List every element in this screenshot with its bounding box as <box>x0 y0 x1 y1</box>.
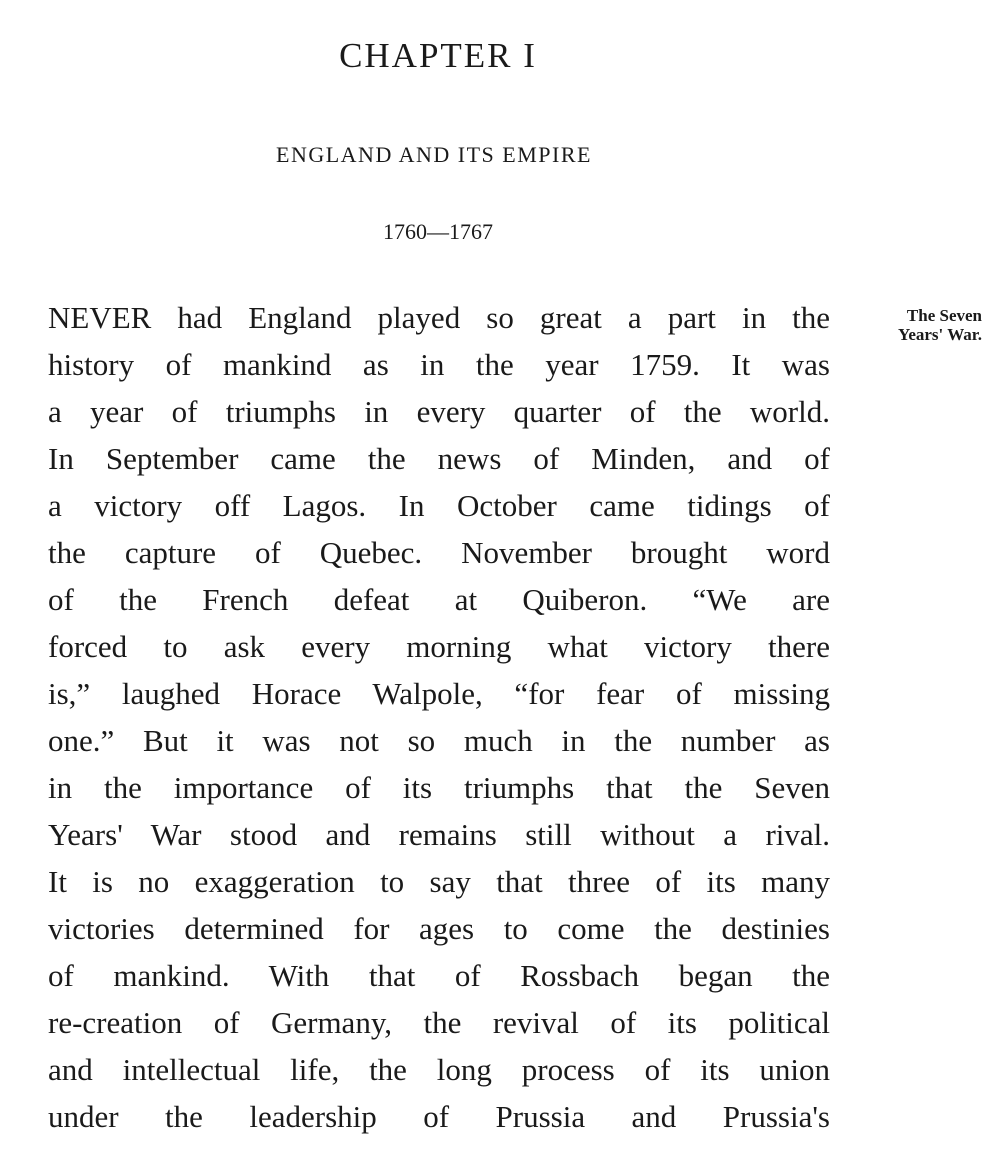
body-line: NEVER had England played so great a part in the <box>48 300 830 335</box>
body-paragraph <box>48 294 830 1140</box>
chapter-title: CHAPTER I <box>339 36 537 75</box>
body-line: is,” laughed Horace Walpole, “for fear of missing <box>48 676 830 711</box>
margin-note-line: Years' War. <box>897 325 982 344</box>
body-line: in the importance of its triumphs that the Seven <box>48 770 830 805</box>
body-line: It is no exaggeration to say that three of its many <box>48 864 830 899</box>
body-line: Years' War stood and remains still without a rival. <box>48 817 830 852</box>
body-line: of the French defeat at Quiberon. “We are <box>48 582 830 617</box>
body-line: one.” But it was not so much in the number as <box>48 723 830 758</box>
body-line: the capture of Quebec. November brought word <box>48 535 830 570</box>
chapter-subtitle: ENGLAND AND ITS EMPIRE <box>276 142 592 167</box>
chapter-dates: 1760—1767 <box>383 219 493 244</box>
margin-note-line: The Seven <box>906 306 982 325</box>
body-line: a victory off Lagos. In October came tidings of <box>48 488 830 523</box>
margin-note <box>852 306 982 344</box>
body-line: In September came the news of Minden, and of <box>48 441 830 476</box>
body-line: victories determined for ages to come the destinies <box>48 911 830 946</box>
body-line: a year of triumphs in every quarter of the world. <box>48 394 830 429</box>
body-line: history of mankind as in the year 1759. It was <box>48 347 830 382</box>
body-line: under the leadership of Prussia and Prussia's <box>48 1099 830 1134</box>
body-line: re-creation of Germany, the revival of its political <box>48 1005 830 1040</box>
body-line: of mankind. With that of Rossbach began the <box>48 958 830 993</box>
body-line: and intellectual life, the long process of its union <box>48 1052 830 1087</box>
body-line: forced to ask every morning what victory there <box>48 629 830 664</box>
